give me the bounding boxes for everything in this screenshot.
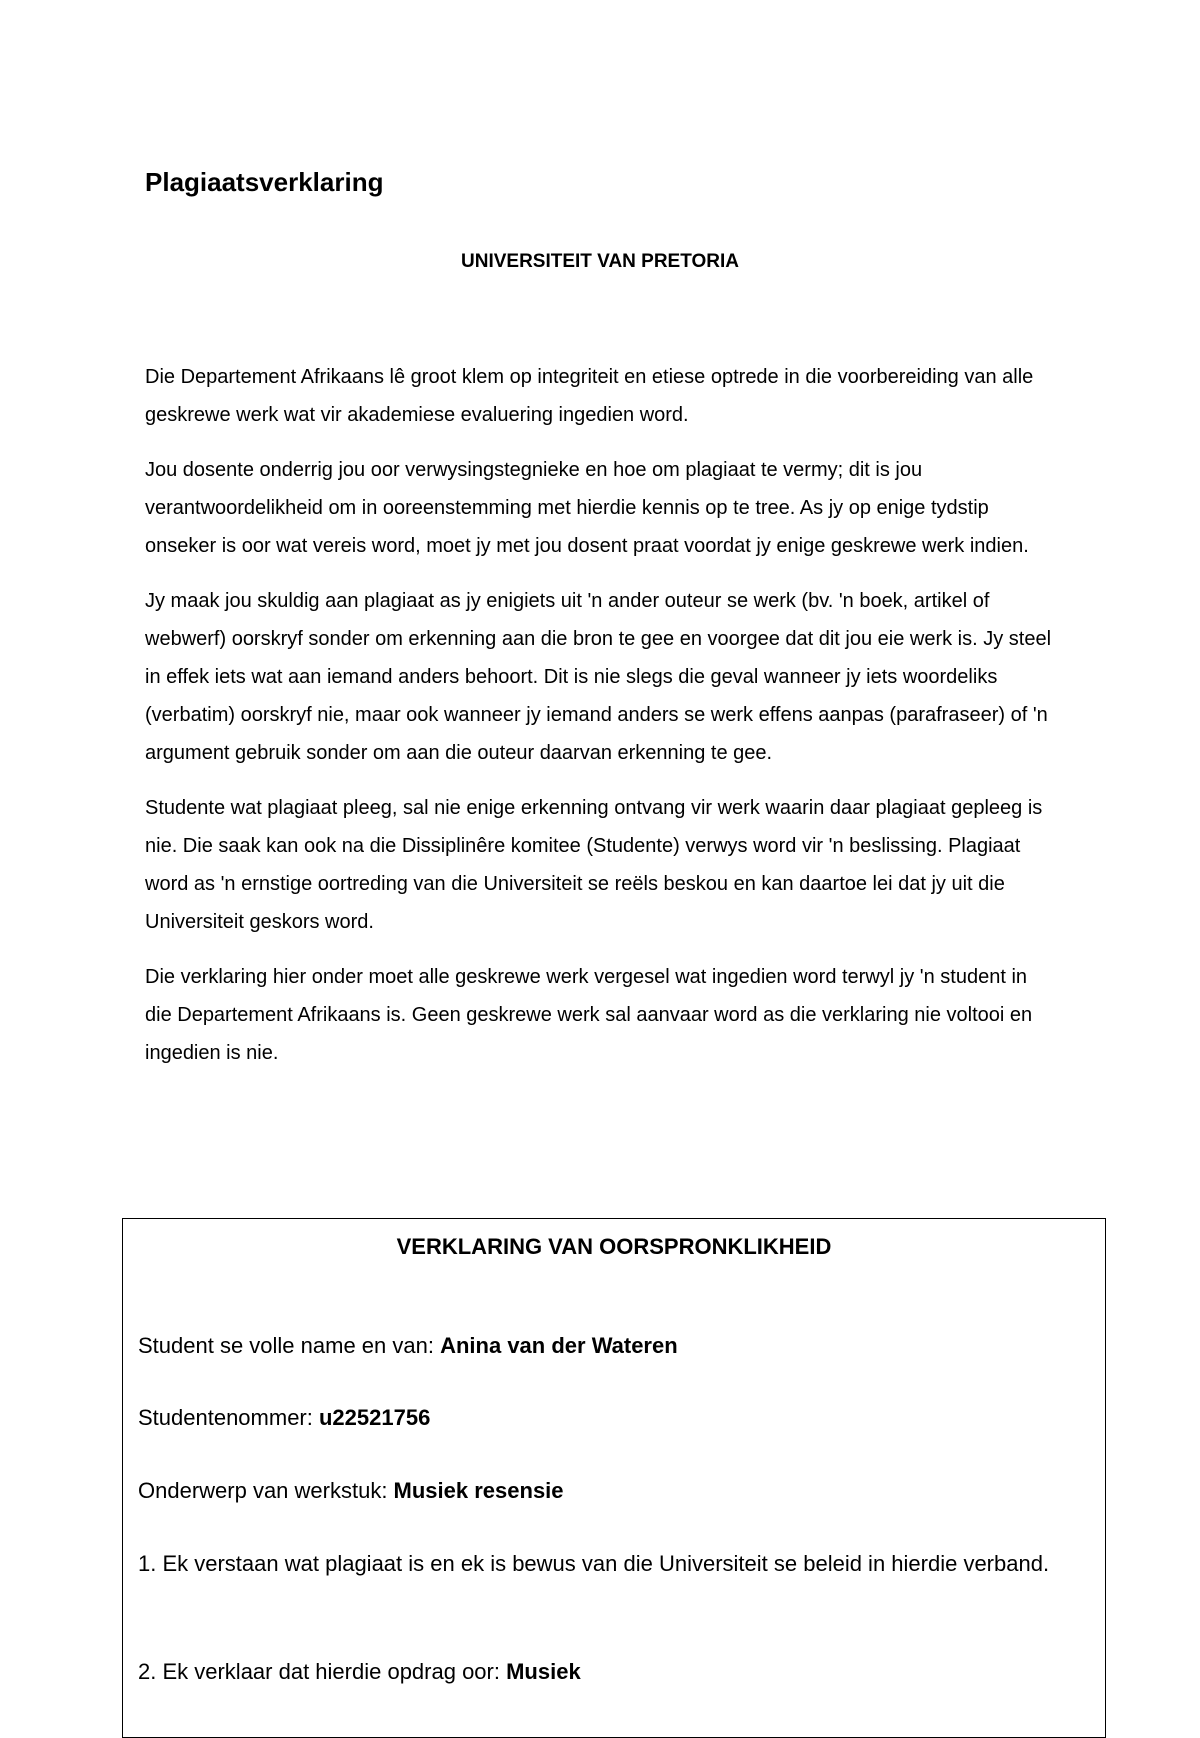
student-name-field (138, 1331, 1088, 1361)
paragraph: Studente wat plagiaat pleeg, sal nie enige erkenning ontvang vir werk waarin daar plagiaat gepleeg is nie. Die saak kan ook na die Dissiplinêre komitee (Studente) verwys word vir 'n beslissing. Plagiaat word as 'n ernstige oortreding van die Universiteit se reëls beskou en kan daartoe lei dat jy uit die Universiteit geskors word. (145, 797, 1043, 933)
student-number-label: Studentenommer: (138, 1405, 319, 1430)
declaration-box (122, 1218, 1106, 1738)
student-number-field (138, 1403, 1088, 1433)
subject-field (138, 1476, 1088, 1506)
student-name-label: Student se volle name en van: (138, 1333, 441, 1358)
paragraph: Jou dosente onderrig jou oor verwysingstegnieke en hoe om plagiaat te vermy; dit is jou verantwoordelikheid om in ooreenstemming met hierdie kennis op te tree. As jy op enige tydstip onseker is oor wat vereis word, moet jy met jou dosent praat voordat jy enige geskrewe werk indien. (145, 459, 1029, 557)
subject-value: Musiek resensie (393, 1478, 564, 1503)
statement-1: 1. Ek verstaan wat plagiaat is en ek is bewus van die Universiteit se beleid in hierdie verband. (138, 1551, 1050, 1576)
statement-2 (138, 1651, 1088, 1693)
university-name: UNIVERSITEIT VAN PRETORIA (461, 251, 739, 272)
body-text (145, 358, 1055, 1089)
paragraph: Die verklaring hier onder moet alle geskrewe werk vergesel wat ingedien word terwyl jy 'n student in die Departement Afrikaans is. Geen geskrewe werk sal aanvaar word as die verklaring nie voltooi en ingedien is nie. (145, 966, 1033, 1064)
student-name-value: Anina van der Wateren (440, 1333, 678, 1358)
paragraph: Jy maak jou skuldig aan plagiaat as jy enigiets uit 'n ander outeur se werk (bv. 'n boek, artikel of webwerf) oorskryf sonder om erkenning aan die bron te gee en voorgee dat dit jou eie werk is. Jy steel in effek iets wat aan iemand anders behoort. Dit is nie slegs die geval wanneer jy iets woordeliks (verbatim) oorskryf nie, maar ook wanneer jy iemand anders se werk effens aanpas (parafraseer) of 'n argument gebruik sonder om aan die outeur daarvan erkenning te gee. (145, 590, 1052, 764)
statement-2-label: 2. Ek verklaar dat hierdie opdrag oor: (138, 1659, 507, 1684)
statement-2-value: Musiek (506, 1659, 581, 1684)
declaration-heading: VERKLARING VAN OORSPRONKLIKHEID (396, 1234, 832, 1259)
subject-label: Onderwerp van werkstuk: (138, 1478, 394, 1503)
student-number-value: u22521756 (318, 1405, 431, 1430)
paragraph: Die Departement Afrikaans lê groot klem op integriteit en etiese optrede in die voorbereiding van alle geskrewe werk wat vir akademiese evaluering ingedien word. (145, 366, 1034, 426)
document-title: Plagiaatsverklaring (145, 167, 384, 197)
